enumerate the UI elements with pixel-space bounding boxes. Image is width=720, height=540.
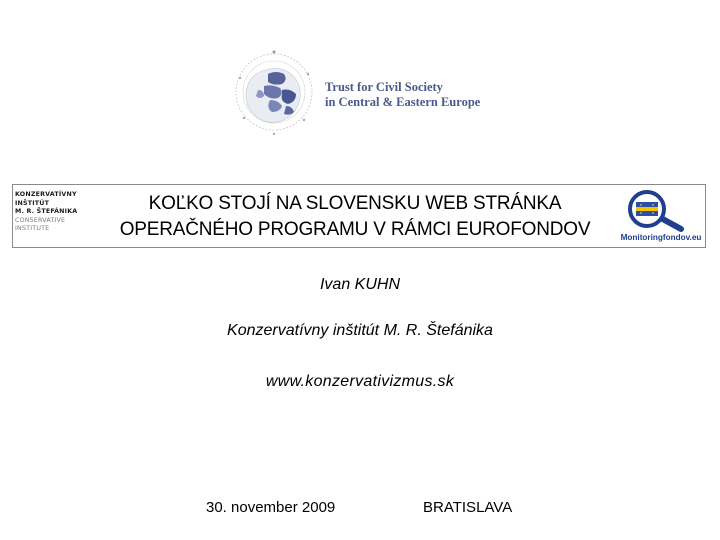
left-logo-line4: CONSERVATIVE <box>15 216 66 224</box>
monitoringfondov-logo <box>619 189 703 245</box>
trust-logo-text <box>325 80 480 110</box>
presentation-date: 30. november 2009 <box>206 499 336 516</box>
europe-map-globe-icon <box>228 44 320 140</box>
institute-name: Konzervatívny inštitút M. R. Štefánika <box>227 322 493 339</box>
trust-logo-line1: Trust for Civil Society <box>325 80 443 94</box>
author-name: Ivan KUHN <box>319 276 401 293</box>
left-logo-line1: KONZERVATÍVNY <box>15 191 77 198</box>
left-logo-line3: M. R. ŠTEFÁNIKA <box>15 208 78 216</box>
title-band <box>12 184 706 248</box>
konzervativny-institut-logo <box>15 191 89 245</box>
page-title <box>97 191 613 243</box>
monitoringfondov-text: Monitoringfondov.eu <box>620 233 702 242</box>
presentation-city: BRATISLAVA <box>423 499 513 516</box>
website-link[interactable]: www.konzervativizmus.sk <box>265 373 455 390</box>
magnifier-eu-flag-icon <box>619 189 703 235</box>
title-line2: OPERAČNÉHO PROGRAMU V RÁMCI EUROFONDOV <box>119 219 591 240</box>
trust-logo <box>228 44 508 140</box>
title-line1: KOĽKO STOJÍ NA SLOVENSKU WEB STRÁNKA <box>148 193 562 214</box>
left-logo-line2: INŠTITÚT <box>15 199 50 207</box>
trust-logo-line2: in Central & Eastern Europe <box>325 95 481 109</box>
left-logo-line5: INSTITUTE <box>15 225 50 233</box>
